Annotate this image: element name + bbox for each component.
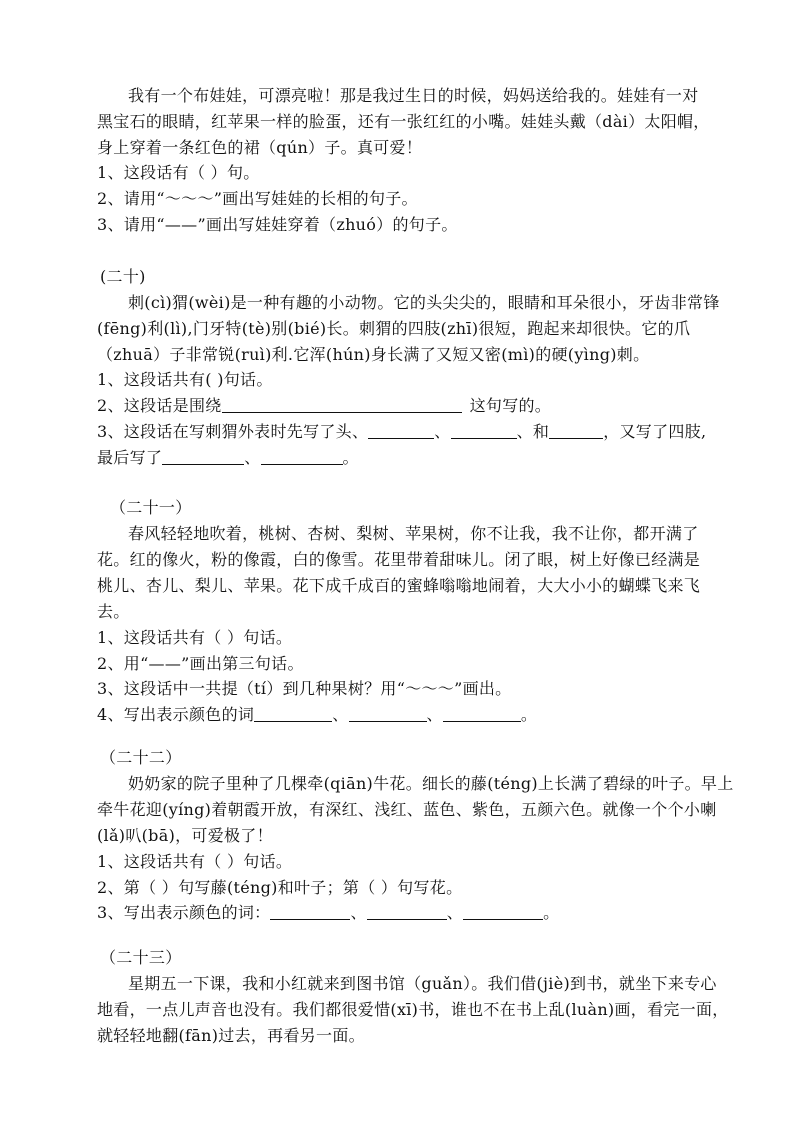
separator: 。 (520, 705, 538, 724)
section-22-line-3: (lǎ)叭(bā)，可爱极了！ (97, 826, 273, 845)
answer-blank[interactable] (254, 705, 332, 722)
separator: 、 (434, 422, 451, 441)
passage-1-line-1: 我有一个布娃娃，可漂亮啦！那是我过生日的时候，妈妈送给我的。娃娃有一对 (128, 86, 699, 105)
question-text: ，又写了四肢, (603, 422, 707, 441)
passage-1-question-1: 1、这段话有（ ）句。 (97, 163, 260, 182)
section-21-heading: （二十一） (110, 498, 192, 517)
section-22-heading: （二十二） (100, 748, 182, 767)
passage-1-line-2: 黑宝石的眼睛，红苹果一样的脸蛋，还有一张红红的小嘴。娃娃头戴（dài）太阳帽， (97, 112, 710, 131)
section-22-line-2: 牵牛花迎(yíng)着朝霞开放，有深红、浅红、蓝色、紫色，五颜六色。就像一个个小喇 (97, 800, 717, 819)
section-20-question-3-cont (97, 445, 717, 471)
question-text: 2、这段话是围绕 (97, 396, 222, 415)
separator: 、 (446, 903, 464, 922)
section-21-question-1: 1、这段话共有（ ）句话。 (97, 628, 293, 647)
section-23-heading: （二十三） (100, 948, 182, 967)
section-20-line-3: （zhuā）子非常锐(ruì)利.它浑(hún)身长满了又短又密(mì)的硬(yìng)刺。 (97, 345, 650, 364)
question-text: 3、写出表示颜色的词： (97, 903, 271, 922)
answer-blank[interactable] (222, 396, 462, 413)
answer-blank[interactable] (270, 903, 350, 920)
question-text: 4、写出表示颜色的词 (97, 705, 255, 724)
section-21-line-3: 桃儿、杏儿、梨儿、苹果。花下成千成百的蜜蜂嗡嗡地闹着，大大小小的蝴蝶飞来飞 (97, 576, 701, 595)
section-20-line-2: (fēng)利(lì),门牙特(tè)别(bié)长。刺猬的四肢(zhī)很短，跑起来却很快。它的爪 (97, 319, 691, 338)
answer-blank[interactable] (261, 448, 343, 465)
answer-blank[interactable] (443, 705, 521, 722)
section-20-heading: (二十) (100, 267, 146, 286)
answer-blank[interactable] (549, 422, 603, 439)
separator: 、 (244, 448, 261, 467)
section-21-line-4: 去。 (97, 602, 130, 621)
answer-blank[interactable] (162, 448, 244, 465)
section-20-question-3 (97, 419, 717, 445)
answer-blank[interactable] (368, 422, 434, 439)
section-21-question-2: 2、用“——”画出第三句话。 (97, 654, 304, 673)
section-23-line-1: 星期五一下课，我和小红就来到图书馆（guǎn）。我们借(jiè)到书，就坐下来专心 (128, 974, 717, 993)
section-21-question-3: 3、这段话中一共提（tí）到几种果树？用“～～～”画出。 (97, 679, 512, 698)
answer-blank[interactable] (463, 903, 543, 920)
passage-1-line-3: 身上穿着一条红色的裙（qún）子。真可爱！ (97, 138, 423, 157)
question-text: 3、这段话在写刺猬外表时先写了头、 (97, 422, 369, 441)
section-21-question-4 (97, 702, 717, 728)
section-21-line-1: 春风轻轻地吹着，桃树、杏树、梨树、苹果树，你不让我，我不让你，都开满了 (128, 524, 699, 543)
separator: 、 (350, 903, 367, 922)
question-text: 最后写了 (97, 448, 163, 467)
separator: 。 (342, 448, 359, 467)
separator: 、 (332, 705, 349, 724)
answer-blank[interactable] (451, 422, 517, 439)
section-22-question-1: 1、这段话共有（ ）句话。 (97, 852, 293, 871)
section-22-question-2: 2、第（ ）句写藤(téng)和叶子；第（ ）句写花。 (97, 878, 463, 897)
answer-blank[interactable] (349, 705, 427, 722)
section-21-line-2: 花。红的像火，粉的像霞，白的像雪。花里带着甜味儿。闭了眼，树上好像已经满是 (97, 550, 701, 569)
passage-1-question-2: 2、请用“～～～”画出写娃娃的长相的句子。 (97, 189, 418, 208)
question-text: 这句写的。 (469, 396, 552, 415)
section-20-question-2 (97, 393, 717, 419)
section-23-line-3: 就轻轻地翻(fān)过去，再看另一面。 (97, 1026, 365, 1045)
section-23-line-2: 地看，一点儿声音也没有。我们都很爱惜(xī)书，谁也不在书上乱(luàn)画，看完一面， (97, 1000, 729, 1019)
section-22-line-1: 奶奶家的院子里种了几棵牵(qiān)牛花。细长的藤(téng)上长满了碧绿的叶子。早上 (128, 774, 734, 793)
section-22-question-3 (97, 900, 717, 926)
section-20-line-1: 刺(cì)猬(wèi)是一种有趣的小动物。它的头尖尖的，眼睛和耳朵很小，牙齿非常锋 (128, 293, 720, 312)
section-20-question-1: 1、这段话共有( )句话。 (97, 370, 273, 389)
separator: 、和 (516, 422, 550, 441)
separator: 。 (543, 903, 560, 922)
passage-1-question-3: 3、请用“——”画出写娃娃穿着（zhuó）的句子。 (97, 215, 458, 234)
answer-blank[interactable] (367, 903, 447, 920)
separator: 、 (426, 705, 443, 724)
